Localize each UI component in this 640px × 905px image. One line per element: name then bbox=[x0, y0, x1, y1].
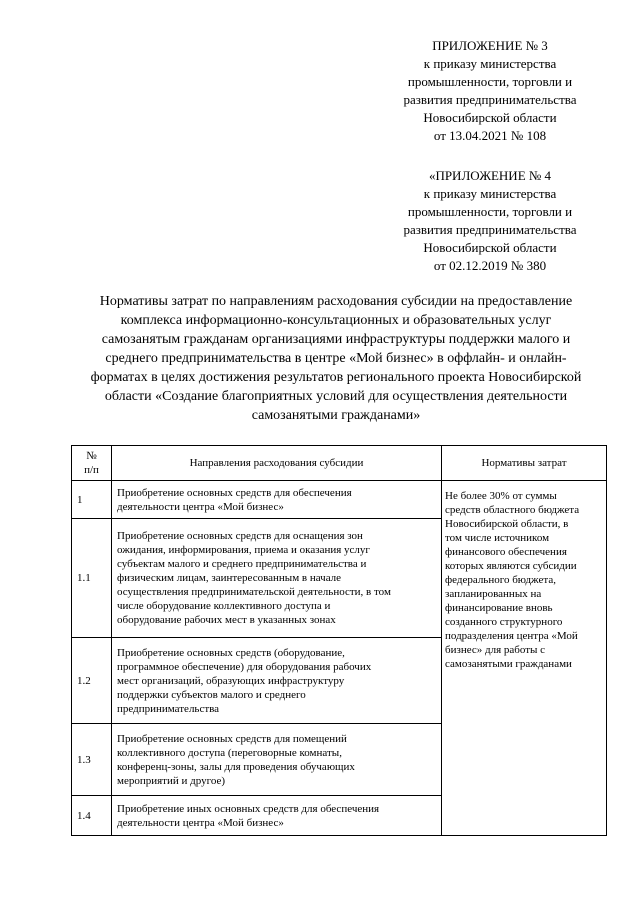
norm-line: финансирование вновь bbox=[445, 602, 553, 614]
appendix-previous-header bbox=[380, 167, 600, 275]
direction-line: деятельности центра «Мой бизнес» bbox=[117, 816, 284, 829]
header-number-line: № bbox=[86, 450, 97, 462]
norm-line: которых являются субсидии bbox=[445, 560, 577, 572]
title-line: комплекса информационно-консультационных и образовательных услуг bbox=[120, 313, 552, 328]
appendix-line: развития предпринимательства bbox=[403, 92, 577, 107]
direction-line: физическим лицам, заинтересованным в начале bbox=[117, 572, 342, 584]
row-direction bbox=[112, 796, 442, 836]
appendix-line: Новосибирской области bbox=[423, 110, 557, 125]
row-direction bbox=[112, 638, 442, 724]
direction-line: деятельности центра «Мой бизнес» bbox=[117, 500, 284, 513]
row-number: 1.2 bbox=[72, 638, 112, 724]
title-line: Нормативы затрат по направлениям расходования субсидии на предоставление bbox=[99, 294, 573, 309]
direction-line: осуществления предпринимательской деятельности, в том bbox=[117, 586, 391, 598]
direction-line: Приобретение иных основных средств для обеспечения bbox=[117, 802, 380, 815]
appendix-current-header bbox=[380, 37, 600, 145]
appendix-line: к приказу министерства bbox=[423, 56, 557, 71]
norms-cell bbox=[442, 481, 607, 836]
document-title bbox=[60, 292, 612, 425]
direction-line: поддержки субъектов малого и среднего bbox=[117, 688, 306, 701]
direction-line: ожидания, информирования, приема и оказания услуг bbox=[117, 544, 370, 556]
appendix-line: от 02.12.2019 № 380 bbox=[433, 258, 547, 273]
direction-line: коллективного доступа (переговорные комнаты, bbox=[117, 746, 342, 759]
direction-line: числе оборудование коллективного доступа и bbox=[117, 600, 331, 612]
direction-line: Приобретение основных средств для обеспечения bbox=[117, 486, 352, 499]
table-row bbox=[72, 481, 607, 519]
norms-table bbox=[71, 445, 607, 836]
direction-line: мероприятий и другое) bbox=[117, 774, 226, 787]
norm-line: Не более 30% от суммы bbox=[445, 490, 557, 502]
norm-line: подразделения центра «Мой bbox=[445, 630, 578, 642]
appendix-line: «ПРИЛОЖЕНИЕ № 4 bbox=[428, 168, 552, 183]
direction-line: предпринимательства bbox=[117, 702, 220, 715]
title-line: области «Создание благоприятных условий для осуществления деятельности bbox=[104, 389, 568, 404]
appendix-line: промышленности, торговли и bbox=[407, 204, 573, 219]
appendix-line: ПРИЛОЖЕНИЕ № 3 bbox=[432, 38, 548, 53]
norm-line: запланированных на bbox=[445, 588, 542, 600]
direction-line: Приобретение основных средств (оборудование, bbox=[117, 646, 345, 659]
appendix-line: от 13.04.2021 № 108 bbox=[433, 128, 547, 143]
appendix-line: Новосибирской области bbox=[423, 240, 557, 255]
direction-line: конференц-зоны, залы для проведения обучающих bbox=[117, 760, 355, 773]
direction-line: мест организаций, образующих инфраструктуру bbox=[117, 674, 345, 687]
row-number: 1.4 bbox=[72, 796, 112, 836]
row-number: 1 bbox=[72, 481, 112, 519]
title-line: самозанятыми гражданами» bbox=[251, 408, 421, 423]
norm-line: самозанятыми гражданами bbox=[445, 658, 572, 670]
direction-line: Приобретение основных средств для помещений bbox=[117, 732, 347, 745]
row-number: 1.1 bbox=[72, 519, 112, 638]
header-direction: Направления расходования субсидии bbox=[112, 446, 442, 481]
title-line: самозанятым гражданам организациями инфраструктуры поддержки малого и bbox=[101, 332, 571, 347]
row-direction bbox=[112, 481, 442, 519]
header-norms: Нормативы затрат bbox=[442, 446, 607, 481]
title-line: среднего предпринимательства в центре «Мой бизнес» в оффлайн- и онлайн- bbox=[105, 351, 567, 366]
norm-line: федерального бюджета, bbox=[445, 574, 556, 586]
norm-line: финансового обеспечения bbox=[445, 546, 567, 558]
appendix-line: развития предпринимательства bbox=[403, 222, 577, 237]
row-direction bbox=[112, 519, 442, 638]
appendix-line: промышленности, торговли и bbox=[407, 74, 573, 89]
table-header-row bbox=[72, 446, 607, 481]
row-direction bbox=[112, 724, 442, 796]
direction-line: субъектам малого и среднего предпринимательства и bbox=[117, 558, 367, 570]
direction-line: программное обеспечение) для оборудования рабочих bbox=[117, 660, 372, 673]
norm-line: Новосибирской области, в bbox=[445, 518, 569, 530]
norm-line: том числе источником bbox=[445, 532, 550, 544]
header-number-line: п/п bbox=[84, 464, 99, 476]
direction-line: оборудование рабочих мест в указанных зонах bbox=[117, 614, 336, 626]
norm-line: созданного структурного bbox=[445, 616, 563, 628]
row-number: 1.3 bbox=[72, 724, 112, 796]
appendix-line: к приказу министерства bbox=[423, 186, 557, 201]
norm-line: бизнес» для работы с bbox=[445, 644, 546, 656]
norm-line: средств областного бюджета bbox=[445, 504, 580, 516]
header-number bbox=[72, 446, 112, 481]
title-line: форматах в целях достижения результатов регионального проекта Новосибирской bbox=[90, 370, 582, 385]
direction-line: Приобретение основных средств для оснащения зон bbox=[117, 530, 363, 542]
